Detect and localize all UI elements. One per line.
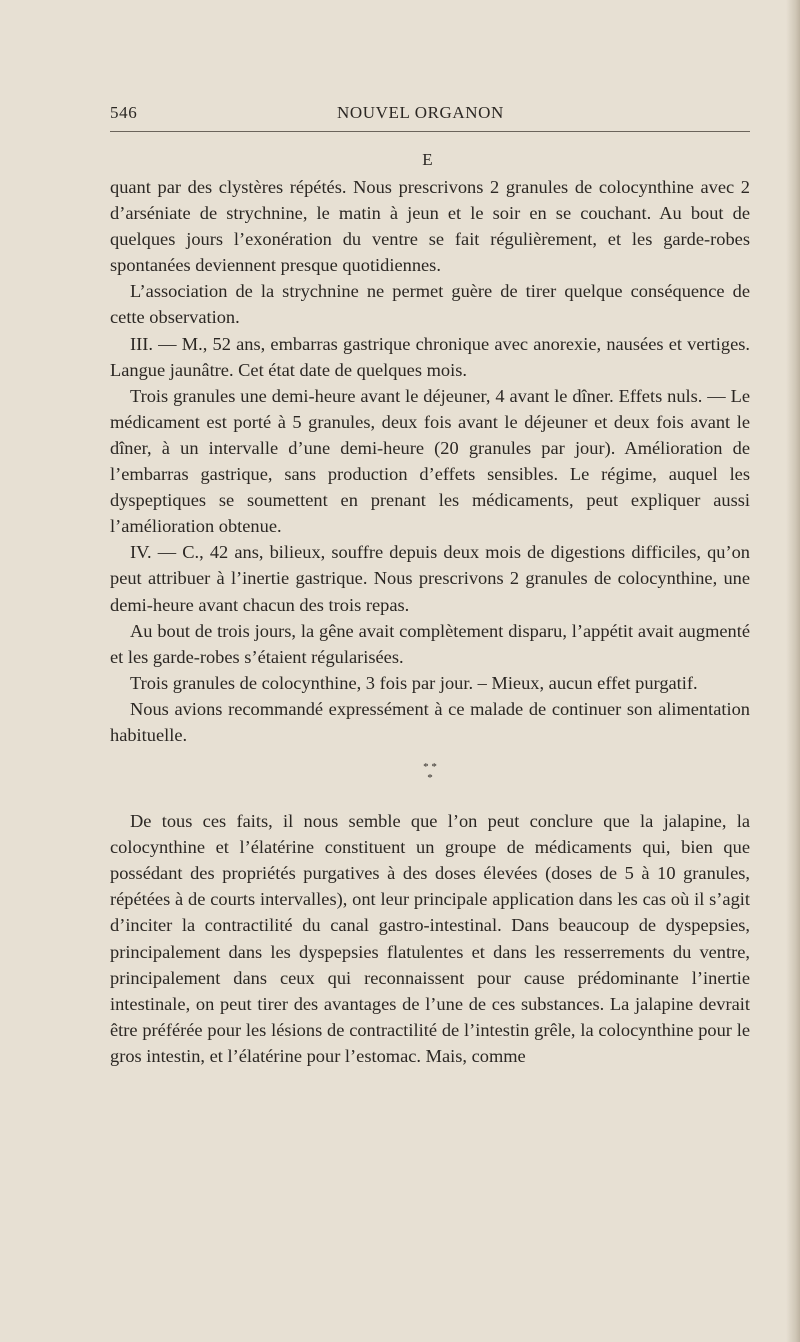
running-header xyxy=(110,103,750,127)
paragraph: Trois granules une demi-heure avant le déjeuner, 4 avant le dîner. Effets nuls. — Le médicament est porté à 5 granules, deux fois avant le déjeuner et deux fois avant le dîner, à un intervalle d’une demi-heure (20 granules par jour). Amélioration de l’embarras gastrique, sans production d’effets sensibles. Le régime, auquel les dyspeptiques se soumettent en prenant les médicaments, peut expliquer aussi l’amélioration obtenue. xyxy=(110,385,750,537)
paragraph-continuation: quant par des clystères répétés. Nous prescrivons 2 granules de colocynthine avec 2 d’arséniate de strychnine, le matin à jeun et le soir en se couchant. Au bout de quelques jours l’exonération du ventre se fait régulièrement, et les garde-robes spontanées deviennent presque quotidiennes. xyxy=(110,177,750,276)
page-number: 546 xyxy=(110,103,138,122)
paragraph-conclusion: De tous ces faits, il nous semble que l’on peut conclure que la jalapine, la colocynthine et l’élatérine constituent un groupe de médicaments qui, bien que possédant des propriétés purgatives à des doses élevées (doses de 5 à 10 granules, répétées à de courts intervalles), ont leur principale application dans les cas où il s’agit d’inciter la contractilité du canal gastro-intestinal. Dans beaucoup de dyspepsies, principalement dans les dyspepsies flatulentes et dans les resserrements du ventre, principalement dans ceux qui reconnaissent pour cause prédominante l’inertie intestinale, on peut tirer des avantages de l’une de ces substances. La jalapine devrait être préférée pour les lésions de contractilité de l’intestin grêle, la colocynthine pour le gros intestin, et l’élatérine pour l’estomac. Mais, comme xyxy=(110,811,750,1066)
body-text xyxy=(110,174,750,1069)
paragraph-case-iii: III. — M., 52 ans, embarras gastrique chronique avec anorexie, nausées et vertiges. Langue jaunâtre. Cet état date de quelques mois. xyxy=(110,333,750,380)
header-rule xyxy=(110,131,750,132)
paragraph: L’association de la strychnine ne permet guère de tirer quelque conséquence de cette observation. xyxy=(110,281,750,328)
section-letter: E xyxy=(422,150,433,169)
page-edge-shadow xyxy=(786,0,800,1342)
paragraph-case-iv: IV. — C., 42 ans, bilieux, souffre depuis deux mois de digestions difficiles, qu’on peut attribuer à l’inertie gastrique. Nous prescrivons 2 granules de colocynthine, une demi-heure avant chacun des trois repas. xyxy=(110,542,750,615)
paragraph: Au bout de trois jours, la gêne avait complètement disparu, l’appétit avait augmenté et les garde-robes s’étaient régularisées. xyxy=(110,620,750,667)
asterism-bottom: * xyxy=(427,772,433,785)
running-title: NOUVEL ORGANON xyxy=(337,103,504,122)
asterism xyxy=(110,748,750,798)
paragraph: Nous avions recommandé expressément à ce malade de continuer son alimentation habituelle. xyxy=(110,698,750,745)
asterism-top: * * xyxy=(423,761,437,774)
paragraph: Trois granules de colocynthine, 3 fois par jour. – Mieux, aucun effet purgatif. xyxy=(130,672,698,693)
